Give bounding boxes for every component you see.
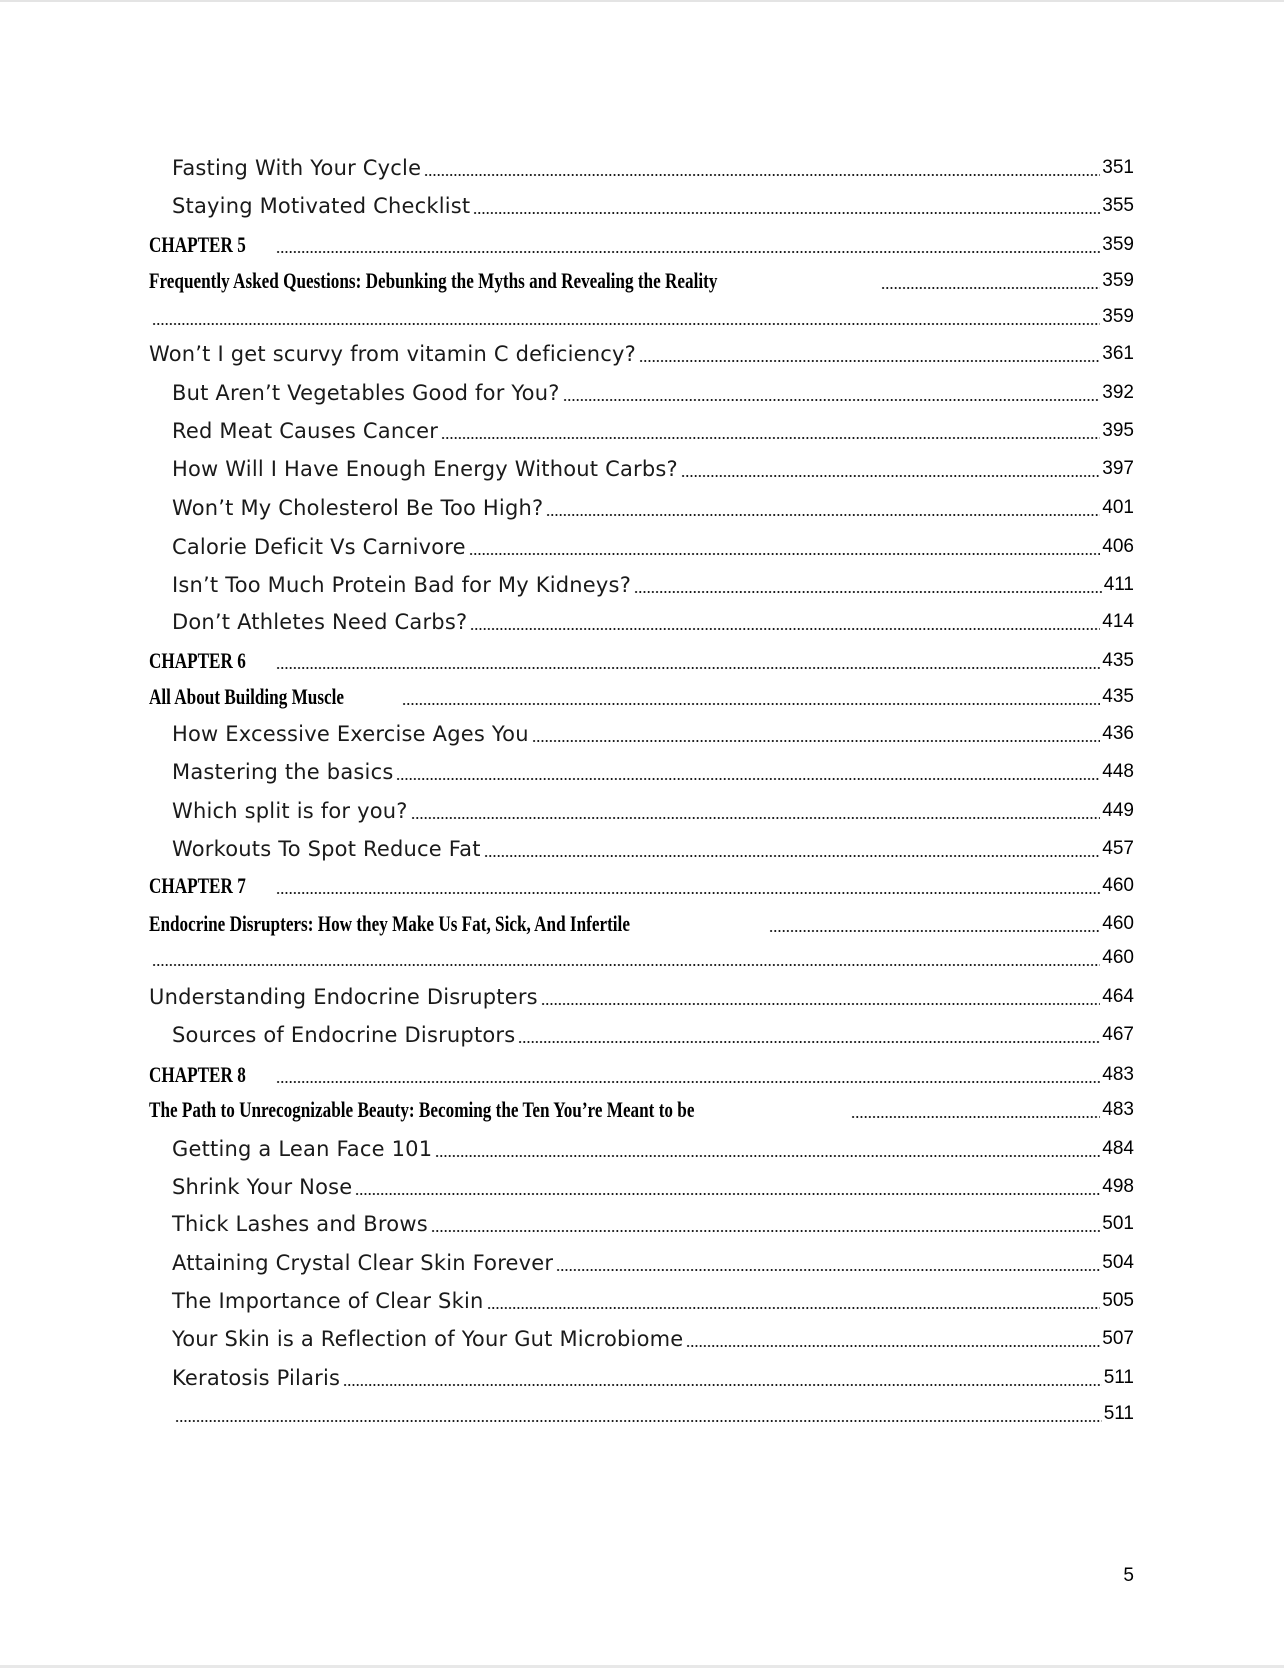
toc-entry-page: 507	[1102, 1328, 1134, 1349]
toc-dot-leader	[881, 287, 1101, 289]
toc-chapter-entry[interactable]	[149, 869, 1134, 899]
toc-entry-page: 501	[1102, 1213, 1134, 1234]
toc-dot-leader	[276, 1081, 1100, 1083]
toc-chapter-title: Frequently Asked Questions: Debunking the Myths and Revealing the Reality	[149, 268, 718, 293]
toc-entry-page: 355	[1102, 195, 1134, 216]
toc-entry-page: 401	[1102, 497, 1134, 518]
toc-entry-title: Getting a Lean Face 101	[172, 1137, 433, 1161]
toc-entry-page: 464	[1102, 986, 1134, 1007]
toc-entry-page: 460	[1102, 913, 1134, 934]
toc-entry-page: 351	[1102, 157, 1134, 178]
toc-dot-leader	[681, 475, 1100, 477]
toc-entry-title: Won’t I get scurvy from vitamin C deficiency?	[149, 342, 636, 366]
toc-entry-page: 457	[1102, 838, 1134, 859]
toc-dot-leader	[484, 855, 1101, 857]
toc-entry[interactable]	[172, 414, 1134, 444]
toc-entry[interactable]	[149, 337, 1134, 367]
toc-dot-leader	[424, 174, 1100, 176]
toc-dot-leader	[532, 740, 1101, 742]
toc-dot-leader	[411, 817, 1101, 819]
toc-entry-page: 498	[1102, 1176, 1134, 1197]
toc-entry[interactable]	[172, 568, 1134, 598]
toc-entry-page: 460	[1102, 947, 1134, 968]
toc-chapter-label: CHAPTER 6	[149, 648, 246, 673]
toc-entry[interactable]	[172, 452, 1134, 482]
toc-entry-title: Mastering the basics	[172, 760, 394, 784]
toc-entry[interactable]	[172, 605, 1134, 635]
toc-entry[interactable]	[172, 755, 1134, 785]
toc-chapter-title: All About Building Muscle	[149, 684, 345, 709]
toc-dot-leader	[402, 703, 1100, 705]
toc-entry[interactable]	[172, 1018, 1134, 1048]
toc-chapter-label: CHAPTER 5	[149, 232, 246, 257]
toc-entry[interactable]	[172, 794, 1134, 824]
toc-entry-page: 414	[1102, 611, 1134, 632]
toc-entry-page: 511	[1103, 1403, 1134, 1424]
toc-entry-page: 467	[1102, 1024, 1134, 1045]
toc-dot-leader	[541, 1003, 1100, 1005]
toc-entry[interactable]	[172, 1322, 1134, 1352]
toc-entry-title: Sources of Endocrine Disruptors	[172, 1023, 516, 1047]
toc-dot-leader	[469, 553, 1101, 555]
toc-entry-title: Understanding Endocrine Disrupters	[149, 985, 538, 1009]
toc-entry[interactable]	[172, 1170, 1134, 1200]
toc-dot-leader	[435, 1155, 1100, 1157]
toc-dot-leader	[563, 399, 1101, 401]
toc-entry-page: 361	[1102, 343, 1134, 364]
toc-dot-leader	[473, 212, 1100, 214]
toc-entry-page: 359	[1102, 270, 1134, 291]
toc-dot-leader	[639, 360, 1100, 362]
toc-entry-page: 435	[1102, 686, 1134, 707]
toc-entry-title: Fasting With Your Cycle	[172, 156, 422, 180]
toc-entry-page: 460	[1102, 875, 1134, 896]
toc-dot-leader	[518, 1041, 1100, 1043]
toc-entry-page: 484	[1102, 1138, 1134, 1159]
toc-dot-leader	[634, 591, 1102, 593]
toc-dot-leader	[431, 1230, 1100, 1232]
toc-entry-page: 483	[1102, 1099, 1134, 1120]
toc-entry-page: 359	[1102, 306, 1134, 327]
toc-dot-leader	[276, 667, 1100, 669]
toc-dot-leader	[175, 1420, 1102, 1422]
toc-dot-leader	[441, 437, 1100, 439]
toc-entry-title: Thick Lashes and Brows	[172, 1212, 428, 1236]
toc-entry-title: How Excessive Exercise Ages You	[172, 722, 529, 746]
toc-entry-page: 435	[1102, 650, 1134, 671]
toc-entry-page: 505	[1102, 1290, 1134, 1311]
toc-entry-page: 397	[1102, 458, 1134, 479]
toc-dot-leader	[851, 1116, 1100, 1118]
toc-chapter-title-entry[interactable]	[149, 680, 1134, 710]
toc-chapter-entry[interactable]	[149, 1058, 1134, 1088]
toc-chapter-label: CHAPTER 7	[149, 873, 246, 898]
toc-entry-title: Staying Motivated Checklist	[172, 194, 471, 218]
toc-chapter-title: Endocrine Disrupters: How they Make Us Fat, Sick, And Infertile	[149, 911, 630, 936]
toc-entry-title: Attaining Crystal Clear Skin Forever	[172, 1251, 554, 1275]
toc-entry[interactable]	[149, 980, 1134, 1010]
toc-dot-leader	[769, 930, 1101, 932]
toc-entry-page: 448	[1102, 761, 1134, 782]
toc-entry-title: Shrink Your Nose	[172, 1175, 353, 1199]
toc-dot-leader	[343, 1384, 1102, 1386]
toc-entry[interactable]	[172, 189, 1134, 219]
toc-chapter-entry[interactable]	[149, 228, 1134, 258]
toc-entry-title: How Will I Have Enough Energy Without Carbs?	[172, 457, 678, 481]
toc-chapter-title-entry[interactable]	[149, 1093, 1134, 1123]
toc-entry-title: Won’t My Cholesterol Be Too High?	[172, 496, 544, 520]
toc-entry[interactable]	[172, 376, 1134, 406]
toc-entry[interactable]	[172, 1284, 1134, 1314]
toc-dot-leader	[152, 323, 1100, 325]
toc-entry-title: Calorie Deficit Vs Carnivore	[172, 535, 466, 559]
toc-entry[interactable]	[172, 1246, 1134, 1276]
toc-entry-page: 504	[1102, 1252, 1134, 1273]
toc-entry-title: Red Meat Causes Cancer	[172, 419, 439, 443]
toc-entry-title: Workouts To Spot Reduce Fat	[172, 837, 481, 861]
toc-entry-blank[interactable]	[149, 941, 1134, 971]
toc-entry-title: The Importance of Clear Skin	[172, 1289, 484, 1313]
page-number: 5	[1123, 1565, 1134, 1586]
toc-entry-page: 483	[1102, 1064, 1134, 1085]
toc-entry[interactable]	[172, 1132, 1134, 1162]
toc-dot-leader	[686, 1345, 1100, 1347]
toc-entry-page: 395	[1102, 420, 1134, 441]
toc-entry-title: Isn’t Too Much Protein Bad for My Kidneys?	[172, 573, 632, 597]
toc-entry-page: 359	[1102, 234, 1134, 255]
toc-entry-title: Keratosis Pilaris	[172, 1366, 341, 1390]
toc-dot-leader	[276, 892, 1100, 894]
toc-dot-leader	[276, 251, 1100, 253]
toc-entry-title: Your Skin is a Reflection of Your Gut Microbiome	[172, 1327, 684, 1351]
toc-chapter-label: CHAPTER 8	[149, 1062, 246, 1087]
toc-chapter-title-entry[interactable]	[149, 264, 1134, 294]
toc-entry-title: Don’t Athletes Need Carbs?	[172, 610, 468, 634]
toc-entry-title: But Aren’t Vegetables Good for You?	[172, 381, 560, 405]
toc-entry[interactable]	[172, 717, 1134, 747]
toc-entry[interactable]	[172, 151, 1134, 181]
toc-dot-leader	[487, 1307, 1101, 1309]
toc-entry-title: Which split is for you?	[172, 799, 408, 823]
toc-entry-blank[interactable]	[149, 300, 1134, 330]
toc-entry[interactable]	[172, 1207, 1134, 1237]
toc-entry-page: 511	[1103, 1367, 1134, 1388]
toc-entry[interactable]	[172, 491, 1134, 521]
toc-dot-leader	[556, 1269, 1100, 1271]
toc-dot-leader	[470, 628, 1100, 630]
toc-dot-leader	[152, 964, 1100, 966]
toc-entry-blank[interactable]	[172, 1397, 1134, 1427]
toc-chapter-title-entry[interactable]	[149, 907, 1134, 937]
toc-dot-leader	[396, 778, 1100, 780]
toc-chapter-entry[interactable]	[149, 644, 1134, 674]
toc-entry-page: 406	[1102, 536, 1134, 557]
toc-entry-page: 436	[1102, 723, 1134, 744]
toc-entry[interactable]	[172, 530, 1134, 560]
toc-entry-page: 449	[1102, 800, 1134, 821]
toc-entry-page: 392	[1102, 382, 1134, 403]
toc-entry[interactable]	[172, 1361, 1134, 1391]
toc-dot-leader	[355, 1193, 1100, 1195]
toc-entry-page: 411	[1103, 574, 1134, 595]
toc-entry[interactable]	[172, 832, 1134, 862]
toc-chapter-title: The Path to Unrecognizable Beauty: Becoming the Ten You’re Meant to be	[149, 1097, 695, 1122]
toc-dot-leader	[546, 514, 1100, 516]
